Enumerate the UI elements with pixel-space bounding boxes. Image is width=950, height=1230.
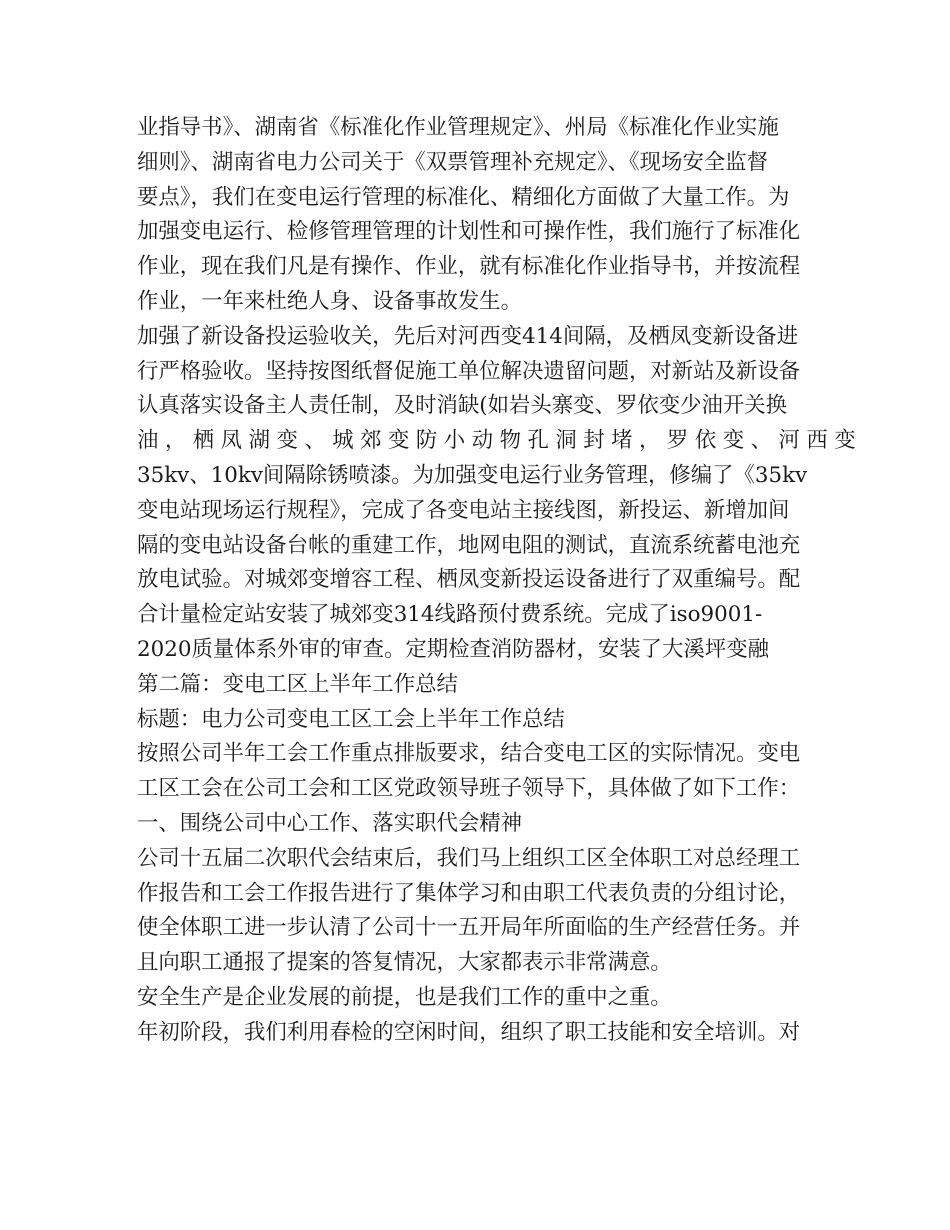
text-line: 加强变电运行、检修管理管理的计划性和可操作性，我们施行了标准化	[137, 219, 801, 245]
text-line: 细则》、湖南省电力公司关于《双票管理补充规定》、《现场安全监督	[137, 149, 769, 175]
body-text	[137, 111, 863, 1051]
text-line: 加强了新设备投运验收关，先后对河西变414间隔，及栖凤变新设备进	[137, 323, 799, 349]
text-line: 按照公司半年工会工作重点排版要求，结合变电工区的实际情况。变电	[137, 741, 801, 767]
text-line: 放电试验。对城郊变增容工程、栖凤变新投运设备进行了双重编号。配	[137, 567, 801, 593]
section-heading: 第二篇：变电工区上半年工作总结	[137, 671, 458, 697]
text-line: 作报告和工会工作报告进行了集体学习和由职工代表负责的分组讨论，	[137, 880, 801, 906]
text-line: 2020质量体系外审的审查。定期检查消防器材，安装了大溪坪变融	[137, 636, 769, 662]
text-line: 且向职工通报了提案的答复情况，大家都表示非常满意。	[137, 950, 672, 976]
text-line: 作业，一年来杜绝人身、设备事故发生。	[137, 288, 523, 314]
text-line: 作业，现在我们凡是有操作、作业，就有标准化作业指导书，并按流程	[137, 254, 801, 280]
text-line: 隔的变电站设备台帐的重建工作，地网电阻的测试，直流系统蓄电池充	[137, 532, 801, 558]
text-line: 35kv、10kv间隔除锈喷漆。为加强变电运行业务管理，修编了《35kv	[137, 462, 808, 488]
text-line: 油，栖凤湖变、城郊变防小动物孔洞封堵，罗依变、河西变	[137, 428, 863, 454]
text-line: 工区工会在公司工会和工区党政领导班子领导下，具体做了如下工作：	[137, 776, 801, 802]
text-line: 使全体职工进一步认清了公司十一五开局年所面临的生产经营任务。并	[137, 915, 801, 941]
section-title: 标题：电力公司变电工区工会上半年工作总结	[137, 706, 565, 732]
text-line: 行严格验收。坚持按图纸督促施工单位解决遗留问题，对新站及新设备	[137, 358, 801, 384]
text-line: 认真落实设备主人责任制，及时消缺(如岩头寨变、罗依变少油开关换	[137, 393, 788, 419]
text-line: 业指导书》、湖南省《标准化作业管理规定》、州局《标准化作业实施	[137, 115, 779, 140]
text-line: 公司十五届二次职代会结束后，我们马上组织工区全体职工对总经理工	[137, 845, 801, 871]
text-line: 合计量检定站安装了城郊变314线路预付费系统。完成了iso9001-	[137, 602, 763, 628]
text-line: 年初阶段，我们利用春检的空闲时间，组织了职工技能和安全培训。对	[137, 1019, 801, 1045]
text-line: 安全生产是企业发展的前提，也是我们工作的重中之重。	[137, 984, 672, 1010]
text-line: 要点》，我们在变电运行管理的标准化、精细化方面做了大量工作。为	[137, 184, 790, 210]
subsection-heading: 一、围绕公司中心工作、落实职代会精神	[137, 810, 523, 836]
text-line: 变电站现场运行规程》，完成了各变电站主接线图，新投运、新增加间	[137, 497, 790, 523]
